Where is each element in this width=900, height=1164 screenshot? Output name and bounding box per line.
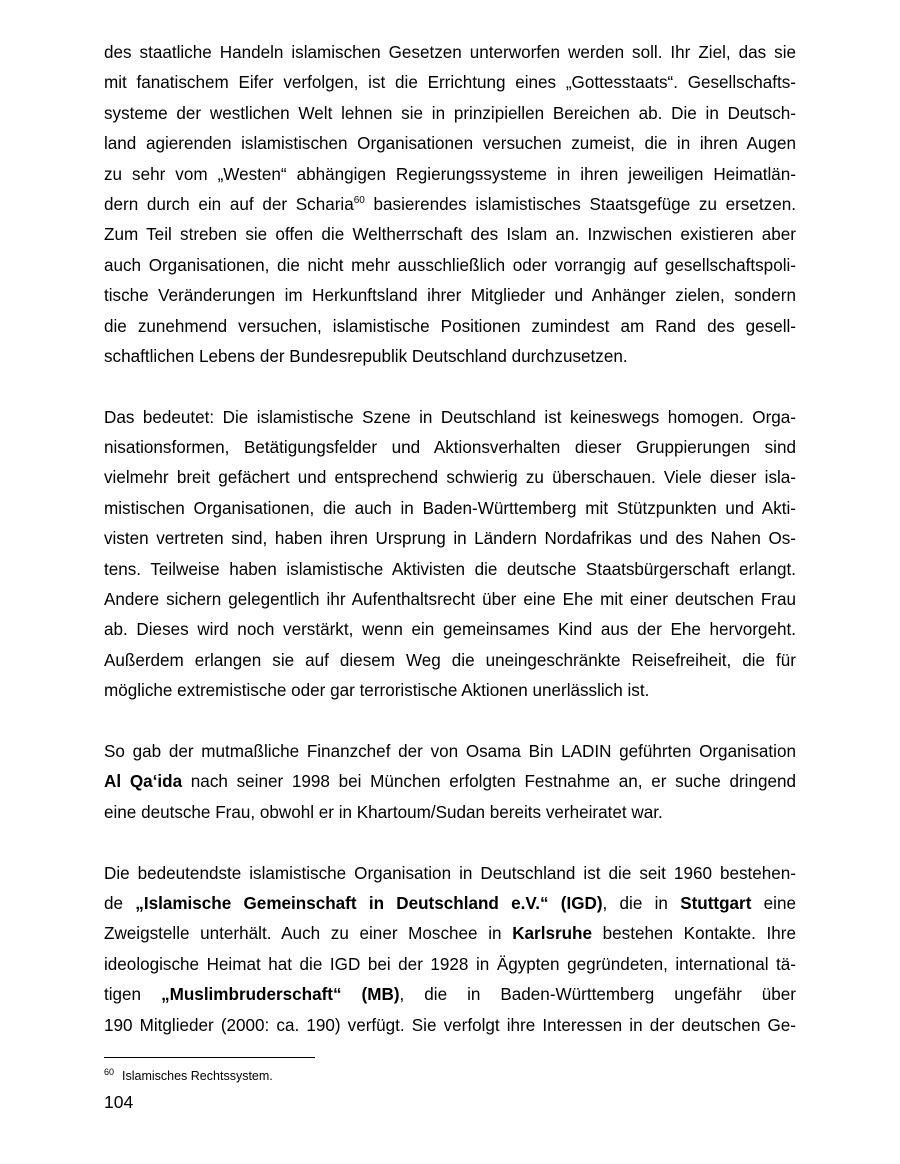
text-line: mistischen Organisationen, die auch in Baden-Württemberg mit Stützpunkten und Akti-	[104, 498, 796, 518]
text-line: Außerdem erlangen sie auf diesem Weg die uneingeschränkte Reisefreiheit, die für	[104, 650, 796, 670]
city-name: Karlsruhe	[512, 924, 592, 944]
paragraph	[104, 38, 796, 372]
text-run: nach seiner 1998 bei München erfolgten Festnahme an, er suche dringend	[182, 772, 796, 792]
paragraph	[104, 737, 796, 828]
text-line: tische Veränderungen im Herkunftsland ihrer Mitglieder und Anhänger zielen, sondern	[104, 286, 796, 306]
document-body	[104, 38, 796, 1041]
text-line: tens. Teilweise haben islamistische Aktivisten die deutsche Staatsbürgerschaft erlangt.	[104, 559, 796, 579]
text-line	[104, 980, 796, 1010]
text-line: ideologische Heimat hat die IGD bei der 1928 in Ägypten gegründeten, international tä-	[104, 954, 796, 974]
text-line: schaftlichen Lebens der Bundesrepublik Deutschland durchzusetzen.	[104, 346, 628, 366]
text-line: So gab der mutmaßliche Finanzchef der von Osama Bin LADIN geführten Organisation	[104, 741, 796, 761]
text-run: Zweigstelle unterhält. Auch zu einer Moschee in	[104, 924, 513, 944]
text-line: systeme der westlichen Welt lehnen sie in prinzipiellen Bereichen ab. Die in Deutsch-	[104, 103, 796, 123]
footnote-number: 60	[104, 1067, 115, 1077]
text-line: nisationsformen, Betätigungsfelder und Aktionsverhalten dieser Gruppierungen sind	[104, 438, 796, 458]
footnote-reference[interactable]: 60	[353, 194, 365, 206]
organisation-name: Al Qa‘ida	[104, 772, 183, 792]
text-run: tigen	[104, 985, 162, 1005]
text-run: de	[104, 893, 136, 913]
text-run: , die in Baden-Württemberg ungefähr über	[399, 985, 796, 1005]
text-line: Die bedeutendste islamistische Organisation in Deutschland ist die seit 1960 bestehen-	[104, 863, 796, 883]
text-line	[104, 889, 796, 919]
text-line: zu sehr vom „Westen“ abhängigen Regierungssysteme in ihren jeweiligen Heimatlän-	[104, 164, 796, 184]
text-line: visten vertreten sind, haben ihren Ursprung in Ländern Nordafrikas und des Nahen Os-	[104, 529, 796, 549]
organisation-name: „Muslimbruderschaft“ (MB)	[161, 985, 400, 1005]
text-line: Das bedeutet: Die islamistische Szene in Deutschland ist keineswegs homogen. Orga-	[104, 407, 796, 427]
city-name: Stuttgart	[680, 893, 752, 913]
text-line: Zum Teil streben sie offen die Weltherrschaft des Islam an. Inzwischen existieren aber	[104, 225, 796, 245]
footnote-text: Islamisches Rechtssystem.	[122, 1069, 273, 1083]
text-run: basierendes islamistisches Staatsgefüge zu ersetzen.	[364, 194, 796, 214]
text-run: eine	[751, 893, 796, 913]
text-line: Andere sichern gelegentlich ihr Aufenthaltsrecht über eine Ehe mit einer deutschen Frau	[104, 590, 796, 610]
text-line: die zunehmend versuchen, islamistische Positionen zumindest am Rand des gesell-	[104, 316, 796, 336]
text-line: ab. Dieses wird noch verstärkt, wenn ein gemeinsames Kind aus der Ehe hervorgeht.	[104, 620, 796, 640]
text-run: bestehen Kontakte. Ihre	[592, 924, 797, 944]
text-run: , die in	[602, 893, 681, 913]
text-run: dern durch ein auf der Scharia	[104, 194, 354, 214]
text-line: des staatliche Handeln islamischen Gesetzen unterworfen werden soll. Ihr Ziel, das sie	[104, 43, 796, 62]
text-line	[104, 919, 796, 949]
text-line: mit fanatischem Eifer verfolgen, ist die Errichtung eines „Gottesstaats“. Gesellschafts-	[104, 73, 796, 93]
page-number: 104	[104, 1092, 134, 1112]
organisation-name: „Islamische Gemeinschaft in Deutschland e.V.“ (IGD)	[135, 893, 603, 913]
text-line: 190 Mitglieder (2000: ca. 190) verfügt. Sie verfolgt ihre Interessen in der deutschen Ge-	[104, 1015, 796, 1035]
footnote	[104, 1064, 273, 1084]
text-line: land agierenden islamistischen Organisationen versuchen zumeist, die in ihren Augen	[104, 134, 796, 154]
text-line	[104, 767, 796, 797]
footnote-separator	[104, 1057, 315, 1058]
text-line	[104, 190, 796, 220]
text-line: mögliche extremistische oder gar terroristische Aktionen unerlässlich ist.	[104, 681, 650, 701]
paragraph	[104, 859, 796, 1041]
text-line: eine deutsche Frau, obwohl er in Khartoum/Sudan bereits verheiratet war.	[104, 802, 663, 822]
text-line: auch Organisationen, die nicht mehr ausschließlich oder vorrangig auf gesellschaftspoli-	[104, 255, 796, 275]
text-line: vielmehr breit gefächert und entsprechend schwierig zu überschauen. Viele dieser isla-	[104, 468, 796, 488]
paragraph	[104, 403, 796, 707]
